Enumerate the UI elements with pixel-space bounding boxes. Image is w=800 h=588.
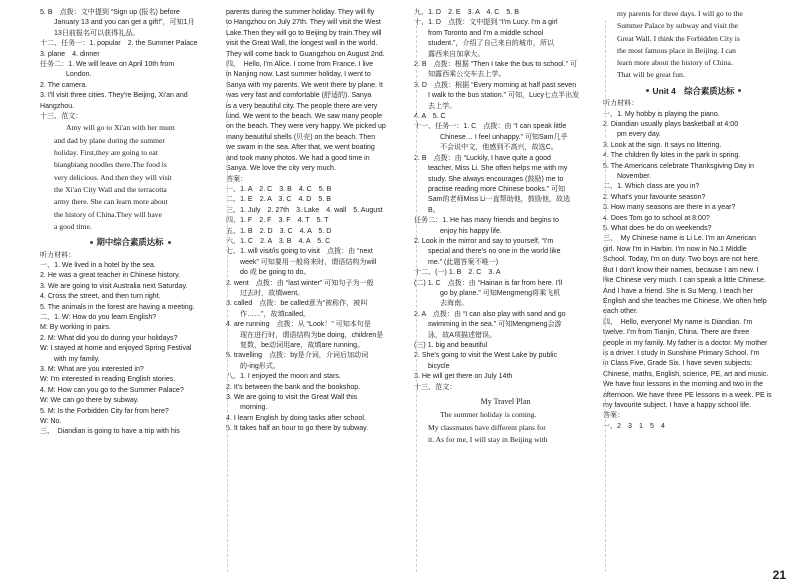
text-line: 任务二：1. We will leave on April 10th from [40,61,175,69]
text-line: 3. M: What are you interested in? [40,366,144,374]
text-line: 六、1. C 2. A 3. B 4. A 5. C [226,237,331,245]
text-line: 四、1. F 2. F 3. F 4. T 5. T [226,217,329,225]
text-line: study. She always encourages (鼓励) me to [428,175,564,183]
text-line: London. [66,71,92,79]
text-line: 一、1. We lived in a hotel by the sea. [40,261,156,269]
text-line: 5. The Americans celebrate Thanksgiving Day in [603,162,754,170]
text-line: very delicious. And then they will visit [54,172,172,182]
text-line: 2. Diandian usually plays basketball at 4:00 [603,121,739,128]
bullet-dot-icon [646,89,649,92]
text-line: is a very beautiful city. The people there are very [226,102,378,110]
text-line: like Chinese very much. I can speak a little Chinese. [603,277,766,285]
text-line: 4. Cross the street, and then turn right. [40,293,161,301]
text-line: Great Wall. I think the Forbidden City is [617,33,740,43]
text-line: 2. A 点拨：由 “I can also play with sand and go [414,310,566,318]
text-line: 十一、任务一：1. C 点拨：由 “I can speak little [414,123,567,131]
text-line: 的-ing形式。 [240,362,280,370]
text-line: 2. What's your favourite season? [603,193,706,201]
text-line: But I don't know their names, because I am new. I [603,266,759,274]
text-line: 三、1. July 2. 27th 3. Lake 4. wall 5. August [226,206,383,214]
text-line: 4. A 5. C [414,113,446,121]
text-line: 13日前报名可以获得礼品。 [54,29,140,37]
text-line: Sam的老师Miss Li一直帮助他，鼓励他，故选 [428,196,571,204]
page-number: 21 [772,568,786,582]
text-line: student.”，介绍了自己来自的城市，所以 [428,40,555,48]
text-line: B。 [428,206,440,214]
text-line: 2. She's going to visit the West Lake by public [414,352,558,360]
text-line: kind. We went to the beach. We saw many people [226,113,383,121]
text-line: 2. Look in the mirror and say to yourself, “I'm [414,237,554,245]
column-3 [414,8,597,446]
bullet-dot-icon [738,89,741,92]
text-line: Chinese… I feel unhappy.” 可知Sam几乎 [440,133,568,141]
text-line: 十三、范文： [40,113,83,121]
text-line: many beautiful shells (贝壳) on the beach. Then [226,133,376,141]
text-line: to Hangzhou on July 27th. They will visit the West [226,19,381,27]
text-line: my favourite subject. I have a happy school life. [603,401,752,409]
text-line: 三、 Diandian is going to have a trip with his [40,428,180,436]
text-line: W: We can go there by subway. [40,397,139,405]
section-heading [603,86,784,96]
text-line: twelve. I'm from Tianjin, China. There are three [603,329,750,337]
text-line: enjoy his happy life. [440,227,502,235]
text-line: and took many photos. We had a good time in [226,154,370,162]
text-line: 不会说中文，他感到不高兴，故选C。 [440,144,558,152]
text-line: 2. The camera. [40,81,88,89]
text-line: bicycle [428,362,450,370]
text-line: Chinese, maths, English, science, PE, art and music. [603,370,769,378]
column-divider [416,20,417,572]
text-line: 5. B 点拨：文中提到 “Sign up (报名) before [40,9,180,16]
section-heading [40,237,220,247]
column-2 [226,8,408,446]
text-line: Sanya. We love the city very much. [226,165,336,173]
text-line: 泳，故A项描述错误。 [428,331,497,339]
text-line: 作……”，故填called。 [240,310,311,318]
text-line: 十二、(一) 1. B 2. C 3. A [414,269,501,277]
text-line: 4. are running 点拨：从 “Look！” 可知本句是 [226,321,371,329]
text-line: November. [617,173,652,181]
text-line: Hangzhou. [40,102,75,110]
text-line: a good time. [54,221,92,231]
text-line: Sanya with my parents. We went there by plane. It [226,81,383,89]
text-line: go by plane.” 可知Mengmeng将乘飞机 [440,289,561,297]
bullet-dot-icon [90,241,93,244]
text-line: 十、1. D 点拨：文中提到 “I'm Lucy. I'm a girl [414,19,558,27]
text-line: 七、1. will visit/is going to visit 点拨：由 “next [226,248,373,256]
text-line: 2. M: What did you do during your holidays? [40,334,178,342]
text-line: 4. I learn English by doing tasks after school. [226,414,366,422]
text-line: 八、1. I enjoyed the moon and stars. [226,373,341,381]
column-4 [603,8,784,446]
text-line: 3. Look at the sign. It says no littering. [603,141,722,149]
text-line: 2. B 点拨：根据 “Then I take the bus to school.” 可 [414,61,577,69]
text-line: That will be great fun. [617,70,685,80]
text-line: 5. The animals in the forest are having a meeting. [40,303,195,311]
text-line: 4. Does Tom go to school at 8:00? [603,214,710,222]
text-line: My classmates have different plans for [428,422,546,432]
text-line: English and she teaches me Chinese. We often help [603,297,767,305]
text-line: swimming in the sea.” 可知Mengmeng会游 [428,321,562,329]
text-line: 3. called 点拨：be called意为“被称作，被叫 [226,300,368,308]
text-line: 十三、范文： [414,383,457,391]
text-line: 五、1. B 2. D 3. C 4. A 5. D [226,227,332,235]
text-line: Summer Palace by subway and visit the [617,21,739,31]
text-line: it. As for me, I will stay in Beijing with [428,435,548,445]
text-line: 任务二：1. He has many friends and begins to [414,217,559,225]
text-line: Amy will go to Xi'an with her mum [66,123,175,133]
text-line: 2. B 点拨：由 “Luckily, I have quite a good [414,154,551,162]
text-line: 5. travelling 点拨：by是介词，介词后加动词 [226,352,369,360]
text-line: 二、1. Which class are you in? [603,183,700,191]
column-divider [227,20,228,572]
text-line: They will come back to Guangzhou on August 2nd. [226,50,385,58]
text-line: the most famous place in Beijing. I can [617,45,736,55]
text-line: 二、1. E 2. A 3. C 4. D 5. B [226,196,331,204]
text-line: morning. [240,404,268,412]
text-line: 露西来自加拿大。 [428,50,485,58]
text-line: Lake.Then they will go to Beijing by train.They will [226,29,382,37]
text-line: 4. The children fly kites in the park in spring. [603,152,741,160]
text-line: I walk to the bus station.” 可知，Lucy七点半出发 [428,92,580,100]
text-line: And I have a friend. She is Su Meng. I teach her [603,287,754,295]
text-line: 3. plane 4. dinner [40,50,100,58]
text-line: is a driver. I study in Sunshine Primary School. I'm [603,349,760,357]
text-line: 3. He will get there on July 14th [414,373,513,381]
column-divider [605,20,606,572]
text-line: learn more about the history of China. [617,58,733,68]
text-line: each other. [603,308,638,316]
text-line: The summer holiday is coming. [440,410,537,420]
text-line: W: No. [40,418,62,426]
text-line: 2. It's between the bank and the bookshop. [226,383,361,391]
text-line: on the beach. They were very happy. We picked up [226,123,386,131]
text-line: 三、 My Chinese name is Li Le. I'm an American [603,235,756,243]
text-line: January 13 and you can get a gift!”，可知1月 [54,19,195,27]
text-line: special and there's no one in the world like [428,248,561,256]
text-line: week” 可知要用一般将来时，谓语结构为will [240,258,377,266]
text-line: 去海南。 [440,300,469,308]
text-line: in Nanjing now. Last summer holiday, I went to [226,71,371,79]
text-line: 答案： [603,412,625,420]
text-line: do 或 be going to do。 [240,269,311,277]
text-line: from Toronto and I'm a middle school [428,29,544,37]
text-line: 四、 Hello, I'm Alice. I come from France. I live [226,61,374,69]
text-line: army there. She can learn more about [54,197,168,207]
text-line: 知露西乘公交车去上学。 [428,71,506,79]
text-line: my parents for three days. I will go to the [617,9,743,18]
text-line: biangbiang noodles there.The food is [54,160,167,170]
text-line: practise reading more Chinese books.” 可知 [428,185,566,193]
text-line: 一、2 3 1 5 4 [603,422,665,430]
text-line: We have four lessons in the morning and two in the [603,381,764,389]
text-line: people in my family. My father is a doctor. My mother [603,339,768,347]
text-line: 十二、任务一：1. popular 2. the Summer Palace [40,40,198,48]
text-line: 听力材料： [603,100,639,108]
text-line: 听力材料： [40,251,76,259]
text-line: 去上学。 [428,102,457,110]
text-line: 3. I'll visit three cities. They're Beijing, Xi'an and [40,92,188,100]
text-line: 5. What does he do on weekends? [603,225,712,233]
text-line: pm every day. [617,131,661,139]
text-line: 3. We are going to visit the Great Wall this [226,394,358,402]
text-line: parents during the summer holiday. They will fly [226,9,375,16]
text-line: we swam in the sea. After that, we went boating [226,144,375,152]
section-heading-text: 期中综合素质达标 [96,237,164,248]
text-line: 2. He was a great teacher in Chinese history. [40,272,181,280]
text-line: 复数，be动词用are，故填are running。 [240,342,365,349]
text-line: (三) 1. big and beautiful [414,342,488,349]
text-line: the history of China.They will have [54,209,162,219]
section-heading-text: Unit 4 综合素质达标 [652,85,735,96]
text-line: W: I'm interested in reading English stories. [40,376,176,384]
essay-title: My Travel Plan [480,397,531,407]
text-line: afternoon. We have three PE lessons in a week. PE is [603,391,772,399]
column-1 [40,8,220,446]
text-line: 四、 Hello, everyone! My name is Diandian. I'm [603,318,753,326]
bullet-dot-icon [168,241,171,244]
text-line: 4. M: How can you go to the Summer Palace? [40,386,184,394]
text-line: 一、1. A 2. C 3. B 4. C 5. B [226,185,332,193]
text-line: 九、1. D 2. E 3. A 4. C 5. B [414,9,519,16]
text-line: in Class Five, Grade Six. I have seven subjects: [603,360,753,368]
text-line: 现在进行时，谓语结构为be doing，children是 [240,331,384,339]
text-line: 5. It takes half an hour to go there by subway. [226,425,369,433]
text-line: visit the Great Wall, the longest wall in the world. [226,40,378,48]
text-line: with my family. [54,355,100,363]
text-line: 答案： [226,175,248,183]
text-line: School. Today, I'm on duty. Two boys are not here. [603,256,760,264]
text-line: 2. went 点拨：由 “last winter” 可知句子为一般 [226,279,374,287]
columns [40,8,786,446]
text-line: the Xi'an City Wall and the terracotta [54,184,167,194]
text-line: me.” (此题答案不唯一) [428,258,499,266]
text-line: girl. Now I'm in Harbin. I'm now in No.1 Middle [603,245,747,253]
text-line: 3. D 点拨：根据 “Every morning at half past seven [414,81,577,89]
text-line: was very fast and comfortable (舒适的). Sanya [226,92,372,100]
text-line: and dad by plane during the summer [54,135,165,145]
text-line: teacher, Miss Li. She often helps me with my [428,165,568,173]
text-line: 5. M: Is the Forbidden City far from here? [40,407,169,415]
text-line: 二、1. W: How do you learn English? [40,313,157,321]
text-line: (二) 1. C 点拨：由 “Hainan is far from here. I'll [414,279,563,287]
text-line: 3. How many seasons are there in a year? [603,204,736,212]
text-line: 一、1. My hobby is playing the piano. [603,110,720,118]
text-line: 过去时，故填went。 [240,289,305,297]
text-line: W: I stayed at home and enjoyed Spring Festival [40,345,192,353]
text-line: 3. We are going to visit Australia next Saturday. [40,282,188,290]
text-line: M: By working in pairs. [40,324,111,332]
text-line: holiday. First,they are going to eat [54,148,158,158]
